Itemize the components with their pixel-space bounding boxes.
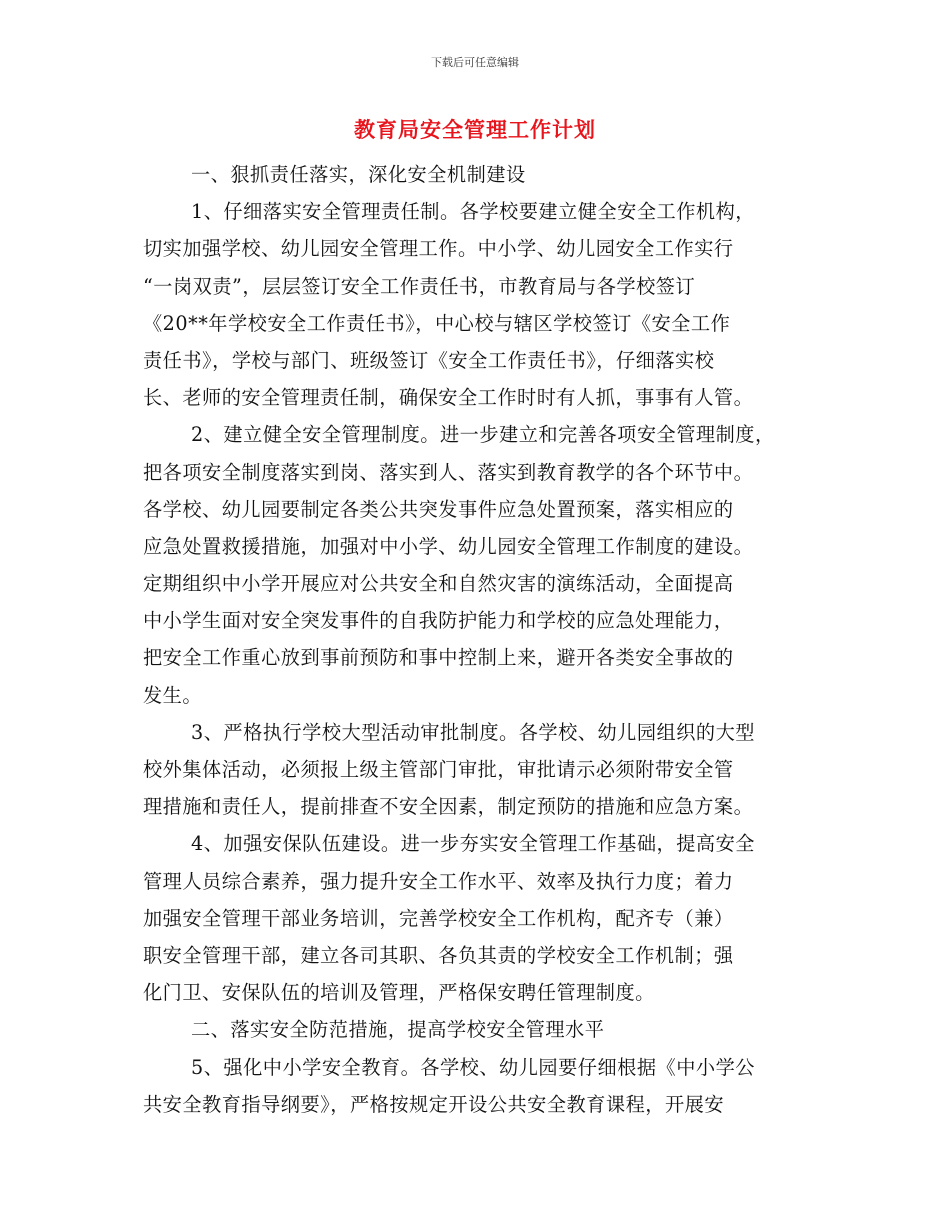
paragraph-line: 1、仔细落实安全管理责任制。各学校要建立健全安全工作机构， — [191, 200, 755, 224]
section-heading: 一、狠抓责任落实，深化安全机制建设 — [191, 163, 526, 186]
document-body — [143, 156, 811, 1123]
paragraph-line: 切实加强学校、幼儿园安全管理工作。中小学、幼儿园安全工作实行 — [143, 237, 734, 261]
paragraph-line: 校外集体活动，必须报上级主管部门审批，审批请示必须附带安全管 — [143, 758, 734, 781]
paragraph-line: 发生。 — [143, 683, 203, 707]
paragraph-line: 应急处置救援措施，加强对中小学、幼儿园安全管理工作制度的建设。 — [143, 534, 754, 558]
paragraph-line: 理措施和责任人，提前排查不安全因素，制定预防的措施和应急方案。 — [143, 795, 754, 819]
header-note: 下载后可任意编辑 — [431, 56, 519, 69]
paragraph-line: “一岗双责”，层层签订安全工作责任书，市教育局与各学校签订 — [143, 274, 696, 298]
document-title: 教育局安全管理工作计划 — [354, 118, 596, 142]
paragraph-line: 把各项安全制度落实到岗、落实到人、落实到教育教学的各个环节中。 — [143, 460, 754, 484]
section-heading: 二、落实安全防范措施，提高学校安全管理水平 — [191, 1018, 605, 1042]
paragraph-line: 《20**年学校安全工作责任书》，中心校与辖区学校签订《安全工作 — [143, 311, 731, 335]
paragraph-line: 长、老师的安全管理责任制，确保安全工作时时有人抓，事事有人管。 — [143, 386, 754, 410]
paragraph-line: 责任书》，学校与部门、班级签订《安全工作责任书》，仔细落实校 — [143, 348, 715, 372]
paragraph-line: 职安全管理干部，建立各司其职、各负其责的学校安全工作机制；强 — [143, 943, 734, 967]
paragraph-line: 加强安全管理干部业务培训，完善学校安全工作机构，配齐专（兼） — [143, 906, 734, 930]
paragraph-line: 定期组织中小学开展应对公共安全和自然灾害的演练活动，全面提高 — [143, 572, 734, 596]
paragraph-line: 管理人员综合素养，强力提升安全工作水平、效率及执行力度；着力 — [143, 869, 734, 893]
paragraph-line: 化门卫、安保队伍的培训及管理，严格保安聘任管理制度。 — [143, 981, 655, 1005]
paragraph-line: 中小学生面对安全突发事件的自我防护能力和学校的应急处理能力， — [143, 609, 734, 633]
paragraph-line: 4、加强安保队伍建设。进一步夯实安全管理工作基础，提高安全 — [191, 832, 755, 856]
paragraph-line: 2、建立健全安全管理制度。进一步建立和完善各项安全管理制度， — [191, 423, 775, 447]
paragraph-line: 3、严格执行学校大型活动审批制度。各学校、幼儿园组织的大型 — [191, 720, 755, 744]
paragraph-line: 各学校、幼儿园要制定各类公共突发事件应急处置预案，落实相应的 — [143, 497, 734, 521]
paragraph-line: 5、强化中小学安全教育。各学校、幼儿园要仔细根据《中小学公 — [191, 1055, 755, 1079]
paragraph-line: 把安全工作重心放到事前预防和事中控制上来，避开各类安全事故的 — [143, 646, 734, 670]
paragraph-line: 共安全教育指导纲要》，严格按规定开设公共安全教育课程，开展安 — [143, 1092, 725, 1116]
